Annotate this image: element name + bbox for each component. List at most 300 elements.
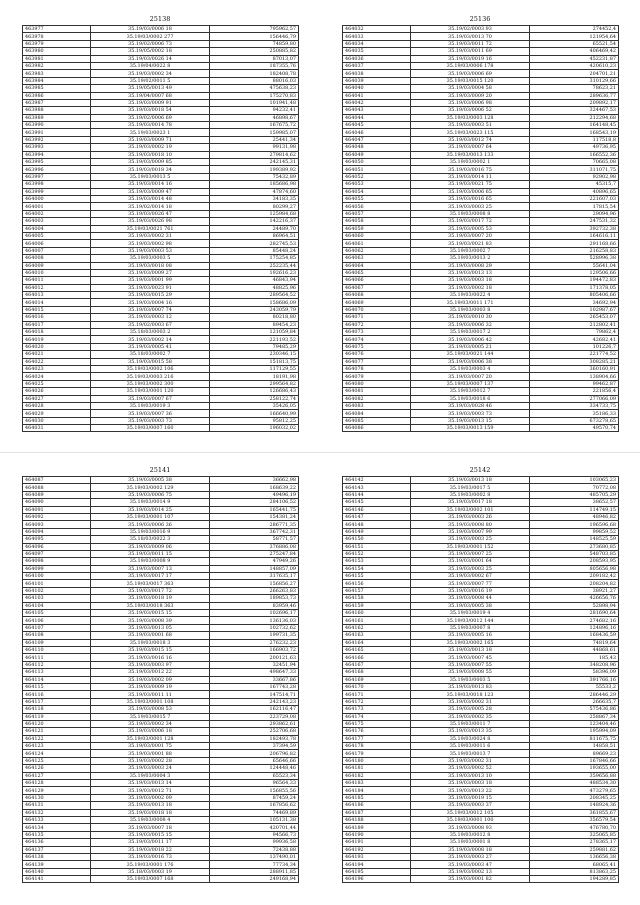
table-row	[343, 528, 619, 535]
reference-code-cell: 35.19/03/0014 78	[90, 122, 210, 129]
table-row	[343, 691, 619, 698]
amount-cell: 266635,7	[530, 698, 619, 705]
record-number-cell: 464015	[23, 306, 91, 313]
record-number-cell: 464052	[343, 173, 411, 180]
record-number-cell: 464000	[23, 195, 91, 202]
amount-cell: 74819,64	[530, 639, 619, 646]
reference-code-cell: 35.19/03/0002 277	[90, 33, 210, 40]
amount-cell: 230346,15	[210, 351, 299, 358]
record-number-cell: 463984	[23, 77, 91, 84]
table-row	[23, 358, 299, 365]
amount-cell: 124448,46	[210, 765, 299, 772]
amount-cell: 117129,55	[210, 365, 299, 372]
record-number-cell: 463977	[23, 26, 91, 33]
reference-code-cell: 35.19/03/0007 25	[410, 550, 530, 557]
table-row	[343, 543, 619, 550]
record-number-cell: 464125	[23, 757, 91, 764]
reference-code-cell: 35.19/03/0013 15	[410, 417, 530, 424]
record-number-cell: 464104	[23, 602, 91, 609]
table-row	[23, 809, 299, 816]
table-row	[23, 417, 299, 424]
reference-code-cell: 35.19/03/0007 20	[410, 373, 530, 380]
table-row	[343, 676, 619, 683]
amount-cell: 165441,75	[210, 506, 299, 513]
reference-code-cell: 35.19/03/0001 108	[90, 698, 210, 705]
record-number-cell: 464179	[343, 750, 411, 757]
reference-code-cell: 35.19/03/0002 34	[90, 70, 210, 77]
record-number-cell: 463999	[23, 188, 91, 195]
record-number-cell: 464155	[343, 573, 411, 580]
reference-code-cell: 35.19/02/0006 73	[90, 40, 210, 47]
record-number-cell: 464055	[343, 195, 411, 202]
record-number-cell: 464123	[23, 743, 91, 750]
reference-code-cell: 35.19/03/0004 58	[410, 85, 530, 92]
reference-code-cell: 35.19/03/0026 47	[90, 210, 210, 217]
reference-code-cell: 35.19/03/0001 75	[90, 743, 210, 750]
amount-cell: 189853,73	[210, 595, 299, 602]
table-row	[23, 62, 299, 69]
amount-cell: 35426,05	[210, 402, 299, 409]
amount-cell: 125984,68	[210, 210, 299, 217]
amount-cell: 34183,35	[210, 195, 299, 202]
amount-cell: 148924,36	[530, 802, 619, 809]
table-row	[23, 329, 299, 336]
table-row	[343, 62, 619, 69]
table-row	[343, 55, 619, 62]
record-number-cell: 464058	[343, 218, 411, 225]
table-row	[23, 144, 299, 151]
record-number-cell: 464168	[343, 669, 411, 676]
table-row	[23, 181, 299, 188]
record-number-cell: 464118	[23, 706, 91, 713]
table-row	[23, 70, 299, 77]
table-row	[343, 728, 619, 735]
record-number-cell: 464095	[23, 536, 91, 543]
amount-cell: 243059,79	[210, 306, 299, 313]
amount-cell: 95812,25	[210, 417, 299, 424]
amount-cell: 138904,66	[530, 373, 619, 380]
record-number-cell: 464046	[343, 129, 411, 136]
amount-cell: 204701,21	[530, 70, 619, 77]
record-number-cell: 464150	[343, 536, 411, 543]
amount-cell: 281690,64	[530, 610, 619, 617]
table-row	[23, 683, 299, 690]
record-number-cell: 464096	[23, 543, 91, 550]
table-row	[343, 33, 619, 40]
reference-code-cell: 35.19/03/0009 71	[90, 136, 210, 143]
reference-code-cell: 35.19/03/0018 10	[90, 151, 210, 158]
reference-code-cell: 35.19/03/0002 300	[90, 380, 210, 387]
table-row	[23, 624, 299, 631]
record-number-cell: 464028	[23, 402, 91, 409]
amount-cell: 49496,19	[210, 491, 299, 498]
amount-cell: 18191,98	[210, 373, 299, 380]
record-number-cell: 464102	[23, 587, 91, 594]
reference-code-cell: 35.19/03/0008 44	[410, 595, 530, 602]
table-row	[343, 794, 619, 801]
reference-code-cell: 35.19/03/0018 18	[90, 809, 210, 816]
amount-cell: 38652,57	[530, 499, 619, 506]
table-row	[23, 262, 299, 269]
reference-code-cell: 35.19/03/0026 98	[90, 218, 210, 225]
record-number-cell: 464189	[343, 824, 411, 831]
reference-code-cell: 35.19/03/0015 15	[90, 831, 210, 838]
reference-code-cell: 35.19/02/0011 5	[90, 77, 210, 84]
reference-code-cell: 35.19/03/0014 11	[410, 173, 530, 180]
table-row	[343, 743, 619, 750]
amount-cell: 126686,43	[210, 388, 299, 395]
record-number-cell: 464089	[23, 491, 91, 498]
record-number-cell: 464065	[343, 269, 411, 276]
record-number-cell: 464109	[23, 639, 91, 646]
table-row	[343, 77, 619, 84]
reference-code-cell: 35.19/03/0002 106	[90, 365, 210, 372]
amount-cell: 182493,78	[210, 735, 299, 742]
amount-cell: 52898,94	[530, 602, 619, 609]
reference-code-cell: 35.19/03/0007 55	[410, 661, 530, 668]
amount-cell: 124896,16	[530, 624, 619, 631]
reference-code-cell: 35.19/03/0009 19	[90, 683, 210, 690]
amount-cell: 148525,59	[530, 536, 619, 543]
reference-code-cell: 35.19/03/0012 71	[90, 787, 210, 794]
amount-cell: 805406,66	[530, 292, 619, 299]
amount-cell: 158686,09	[210, 299, 299, 306]
record-number-cell: 464105	[23, 610, 91, 617]
record-number-cell: 464117	[23, 698, 91, 705]
table-row	[23, 735, 299, 742]
reference-code-cell: 35.19/03/0006 18	[90, 26, 210, 33]
amount-cell: 420610,23	[530, 62, 619, 69]
reference-code-cell: 35.19/03/0003 51	[410, 122, 530, 129]
table-row	[23, 491, 299, 498]
table-row	[343, 173, 619, 180]
reference-code-cell: 35.19/03/0003 25	[410, 536, 530, 543]
record-number-cell: 464170	[343, 683, 411, 690]
record-number-cell: 464103	[23, 595, 91, 602]
table-row	[23, 617, 299, 624]
amount-cell: 277066,09	[530, 395, 619, 402]
amount-cell: 182408,78	[210, 70, 299, 77]
table-row	[343, 853, 619, 860]
reference-code-cell: 35.19/03/0016 65	[410, 195, 530, 202]
reference-code-cell: 35.19/03/0013 159	[410, 425, 530, 432]
reference-code-cell: 35.19/03/0009 27	[90, 269, 210, 276]
record-number-cell: 464007	[23, 247, 91, 254]
amount-cell: 289564,52	[210, 292, 299, 299]
reference-code-cell: 35.19/03/0002 1	[410, 159, 530, 166]
reference-code-cell: 35.19/03/0002 8	[410, 491, 530, 498]
table-row	[343, 580, 619, 587]
amount-cell: 168543,19	[530, 129, 619, 136]
amount-cell: 166640,99	[210, 410, 299, 417]
record-number-cell: 464026	[23, 388, 91, 395]
reference-code-cell: 35.19/03/0015 7	[90, 713, 210, 720]
reference-code-cell: 35.19/03/0006 75	[90, 491, 210, 498]
reference-code-cell: 35.19/03/0007 18	[90, 824, 210, 831]
table-row	[343, 787, 619, 794]
table-row	[343, 380, 619, 387]
table-row	[23, 550, 299, 557]
table-row	[23, 343, 299, 350]
record-number-cell: 464108	[23, 632, 91, 639]
table-row	[23, 794, 299, 801]
record-number-cell: 464078	[343, 365, 411, 372]
record-number-cell: 463987	[23, 99, 91, 106]
amount-cell: 47874,60	[210, 188, 299, 195]
reference-code-cell: 35.19/03/0013 133	[410, 151, 530, 158]
reference-code-cell: 35.19/03/0012 22	[90, 669, 210, 676]
reference-code-cell: 35.19/03/0002 09	[90, 794, 210, 801]
reference-code-cell: 35.19/03/0003 4	[410, 365, 530, 372]
reference-code-cell: 35.19/03/0005 28	[410, 706, 530, 713]
amount-cell: 37394,59	[210, 743, 299, 750]
reference-code-cell: 35.19/03/0014 9	[90, 499, 210, 506]
amount-cell: 266263,83	[210, 587, 299, 594]
page-number: 25136	[469, 15, 491, 23]
reference-code-cell: 35.19/03/0006 178	[410, 62, 530, 69]
amount-cell: 102987,67	[530, 306, 619, 313]
table-row	[343, 573, 619, 580]
table-row	[343, 417, 619, 424]
table-row	[343, 284, 619, 291]
amount-cell: 88016,03	[210, 77, 299, 84]
reference-code-cell: 35.19/03/0018 363	[90, 602, 210, 609]
table-row	[343, 336, 619, 343]
table-row	[23, 232, 299, 239]
reference-code-cell: 35.19/03/0016 9	[90, 528, 210, 535]
table-row	[343, 99, 619, 106]
record-number-cell: 464129	[23, 787, 91, 794]
amount-cell: 44868,61	[530, 646, 619, 653]
record-number-cell: 464047	[343, 136, 411, 143]
table-row	[23, 284, 299, 291]
table-row	[23, 816, 299, 823]
amount-cell: 258122,74	[210, 395, 299, 402]
record-number-cell: 464035	[343, 48, 411, 55]
reference-code-cell: 35.19/03/0001 99	[90, 277, 210, 284]
reference-code-cell: 35.19/03/0002 28	[90, 757, 210, 764]
record-number-cell: 464132	[23, 809, 91, 816]
record-number-cell: 464187	[343, 809, 411, 816]
table-row	[23, 225, 299, 232]
record-number-cell: 464151	[343, 543, 411, 550]
reference-code-cell: 35.19/03/0013 2	[410, 255, 530, 262]
amount-cell: 121059,84	[210, 329, 299, 336]
record-number-cell: 464070	[343, 306, 411, 313]
table-row	[23, 772, 299, 779]
table-row	[343, 210, 619, 217]
reference-code-cell: 35.19/03/0018 08	[90, 262, 210, 269]
reference-code-cell: 35.19/03/0006 42	[410, 336, 530, 343]
amount-cell: 252706,68	[210, 728, 299, 735]
reference-code-cell: 35.19/03/0008 9	[90, 558, 210, 565]
reference-code-cell: 35.19/03/0018 19	[90, 595, 210, 602]
table-row	[343, 225, 619, 232]
table-row	[23, 528, 299, 535]
table-row	[343, 159, 619, 166]
amount-cell: 89454,23	[210, 321, 299, 328]
amount-cell: 49570,74	[530, 425, 619, 432]
amount-cell: 24489,70	[210, 225, 299, 232]
record-number-cell: 464075	[343, 343, 411, 350]
record-number-cell: 464100	[23, 573, 91, 580]
reference-code-cell: 35.19/03/0007 8	[410, 624, 530, 631]
reference-code-cell: 35.19/03/0023 1	[90, 129, 210, 136]
table-row	[343, 114, 619, 121]
record-number-cell: 464049	[343, 151, 411, 158]
record-number-cell: 464042	[343, 99, 411, 106]
reference-code-cell: 35.19/03/0011 72	[410, 40, 530, 47]
reference-code-cell: 35.19/03/0003 5	[410, 676, 530, 683]
amount-cell: 74469,89	[210, 809, 299, 816]
table-row	[23, 195, 299, 202]
record-number-cell: 463991	[23, 129, 91, 136]
table-row	[343, 373, 619, 380]
reference-code-cell: 35.19/03/0007 74	[90, 306, 210, 313]
reference-code-cell: 35.19/03/0003 25	[410, 565, 530, 572]
reference-code-cell: 35.19/03/0002 13	[410, 868, 530, 875]
table-row	[23, 602, 299, 609]
record-number-cell: 464014	[23, 299, 91, 306]
reference-code-cell: 35.19/03/0026 14	[90, 55, 210, 62]
record-number-cell: 464057	[343, 210, 411, 217]
table-row	[343, 240, 619, 247]
record-number-cell: 464124	[23, 750, 91, 757]
reference-code-cell: 35.19/03/0001 88	[90, 750, 210, 757]
amount-cell: 79862,4	[530, 329, 619, 336]
amount-cell: 392732,38	[530, 225, 619, 232]
record-number-cell: 464142	[343, 477, 411, 484]
amount-cell: 75432,89	[210, 173, 299, 180]
record-number-cell: 464048	[343, 144, 411, 151]
amount-cell: 156856,27	[210, 580, 299, 587]
amount-cell: 167743,28	[210, 683, 299, 690]
amount-cell: 208345,25	[530, 794, 619, 801]
table-row	[23, 676, 299, 683]
table-row	[343, 343, 619, 350]
record-number-cell: 463985	[23, 85, 91, 92]
table-row	[23, 669, 299, 676]
amount-cell: 72438,88	[210, 846, 299, 853]
amount-cell: 452231,87	[530, 55, 619, 62]
table-row	[23, 425, 299, 432]
table-row	[23, 365, 299, 372]
amount-cell: 101226,7	[530, 343, 619, 350]
record-number-cell: 464140	[23, 868, 91, 875]
record-number-cell: 463993	[23, 144, 91, 151]
record-number-cell: 464156	[343, 580, 411, 587]
table-row	[343, 624, 619, 631]
record-number-cell: 464188	[343, 816, 411, 823]
record-number-cell: 464077	[343, 358, 411, 365]
record-number-cell: 464143	[343, 484, 411, 491]
reference-code-cell: 35.19/03/0016 73	[90, 853, 210, 860]
table-row	[343, 92, 619, 99]
table-row	[343, 48, 619, 55]
amount-cell: 273680,85	[530, 543, 619, 550]
table-row	[343, 292, 619, 299]
amount-cell: 196596,68	[530, 521, 619, 528]
record-number-cell: 464099	[23, 565, 91, 572]
amount-cell: 117518,8	[530, 136, 619, 143]
amount-cell: 175254,85	[210, 255, 299, 262]
amount-cell: 129506,66	[530, 269, 619, 276]
table-row	[23, 846, 299, 853]
table-row	[23, 188, 299, 195]
reference-code-cell: 35.19/03/0005 16	[410, 632, 530, 639]
reference-code-cell: 35.19/03/0006 38	[410, 358, 530, 365]
record-number-cell: 464190	[343, 831, 411, 838]
table-row	[343, 602, 619, 609]
reference-code-cell: 35.19/03/0001 100	[410, 816, 530, 823]
table-row	[23, 40, 299, 47]
amount-cell: 187355,76	[210, 62, 299, 69]
table-row	[23, 720, 299, 727]
table-row	[23, 203, 299, 210]
record-number-cell: 464011	[23, 277, 91, 284]
table-row	[23, 506, 299, 513]
table-row	[23, 802, 299, 809]
record-number-cell: 464113	[23, 669, 91, 676]
record-number-cell: 464127	[23, 772, 91, 779]
amount-cell: 87459,24	[210, 794, 299, 801]
reference-code-cell: 35.19/03/0002 19	[90, 144, 210, 151]
record-number-cell: 464003	[23, 218, 91, 225]
amount-cell: 252235,44	[210, 262, 299, 269]
table-row	[23, 292, 299, 299]
amount-cell: 46898,67	[210, 114, 299, 121]
table-row	[343, 306, 619, 313]
reference-code-cell: 35.19/03/0007 168	[90, 876, 210, 883]
reference-code-cell: 35.19/03/0008 80	[410, 521, 530, 528]
reference-code-cell: 35.19/03/0015 15	[90, 610, 210, 617]
record-number-cell: 464091	[23, 506, 91, 513]
table-row	[343, 477, 619, 484]
reference-code-cell: 35.19/05/0013 49	[90, 85, 210, 92]
amount-cell: 99131,98	[210, 144, 299, 151]
amount-cell: 575436,86	[530, 706, 619, 713]
record-number-cell: 464119	[23, 713, 91, 720]
reference-code-cell: 35.19/03/0002 7	[410, 247, 530, 254]
reference-code-cell: 35.19/03/0019 4	[410, 610, 530, 617]
amount-cell: 360160,91	[530, 365, 619, 372]
amount-cell: 168436,59	[530, 632, 619, 639]
table-row	[23, 240, 299, 247]
amount-cell: 276232,23	[210, 639, 299, 646]
reference-code-cell: 35.19/03/0006 52	[410, 107, 530, 114]
reference-code-cell: 35.19/03/0002 31	[410, 698, 530, 705]
amount-cell: 286446,29	[530, 691, 619, 698]
record-number-cell: 464194	[343, 861, 411, 868]
record-number-cell: 464074	[343, 336, 411, 343]
table-row	[23, 536, 299, 543]
record-number-cell: 463996	[23, 166, 91, 173]
document-page-2	[320, 0, 640, 452]
reference-code-cell: 35.19/03/0018 6	[410, 395, 530, 402]
amount-cell: 426656,76	[530, 595, 619, 602]
amount-cell: 795962,57	[210, 26, 299, 33]
reference-code-cell: 35.19/03/0016 75	[410, 166, 530, 173]
amount-cell: 193655,00	[530, 765, 619, 772]
record-number-cell: 464115	[23, 683, 91, 690]
amount-cell: 77734,34	[210, 861, 299, 868]
reference-code-cell: 35.19/03/0006 18	[90, 728, 210, 735]
table-row	[23, 114, 299, 121]
record-number-cell: 463998	[23, 181, 91, 188]
reference-code-cell: 35.19/03/0007 45	[410, 654, 530, 661]
record-number-cell: 464013	[23, 292, 91, 299]
table-row	[343, 484, 619, 491]
